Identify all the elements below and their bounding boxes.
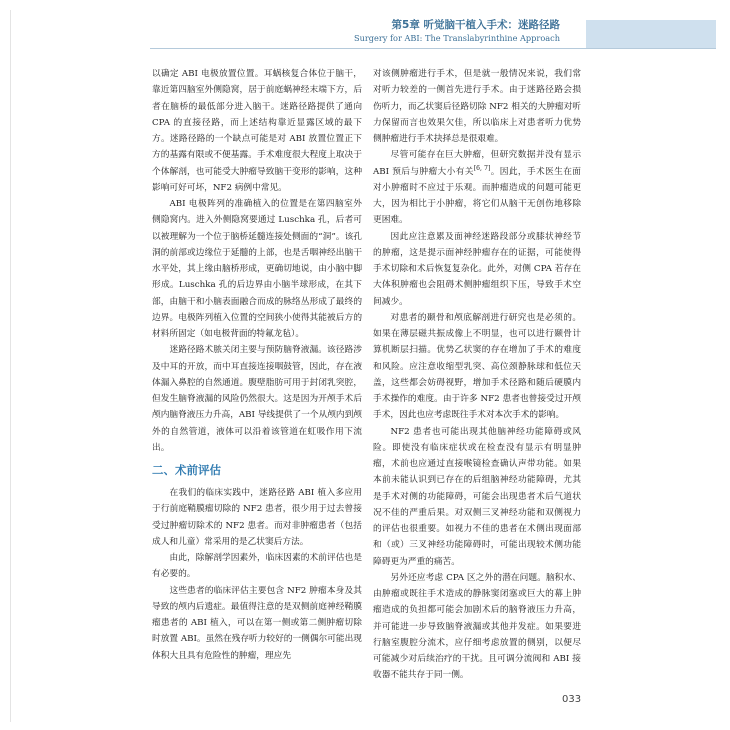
paragraph: 对患者的颞骨和颅底解剖进行研究也是必须的。如果在薄层磁共振成像上不明显，也可以进行颞骨计算机断层扫描。优势乙状窦的存在增加了手术的难度和风险。应注意收缩型乳突、高位颈静脉球和低位天盖，这些都会妨碍视野，增加手术径路和随后硬膜内手术操作的难度。由于许多 NF2 患者也曾接受过开颅手术，因此也应考虑既往手术对本次手术的影响。 [373,312,581,421]
paragraph: 在我们的临床实践中，迷路径路 ABI 植入多应用于行前庭鞘膜瘤切除的 NF2 患者，很少用于过去曾接受过肿瘤切除术的 NF2 患者。而对非肿瘤患者（包括成人和儿童）常采用的是乙状窦后方法。 [152,488,362,547]
paragraph: 这些患者的临床评估主要包含 NF2 肿瘤本身及其导致的颅内后遗症。最值得注意的是双侧前庭神经鞘膜瘤患者的 ABI 植入，可以在第一侧或第二侧肿瘤切除时放置 ABI。虽然在残存听力较好的一侧偶尔可能出现体积大且具有危险性的肿瘤，理应先 [152,585,362,661]
left-column [152,66,362,664]
page-edge [10,10,715,722]
paragraph: ABI 电极阵列的准确植入的位置是在第四脑室外侧隐窝内。进入外侧隐窝要通过 Luschka 孔，后者可以被理解为一个位于脑桥延髓连接处侧面的“洞”。该孔洞的前部或边缘位于延髓的上部，也是舌咽神经出脑干水平处，其上缘由脑桥形成，更确切地说，由小脑中脚形成。Luschka 孔的后边界由小脑半球形成，在其下部，由脑干和小脑表面融合而成的脉络丛形成了最终的边界。电极阵列植入位置的空间狭小使得其能被后方的材料所固定（如电极背面的特氟龙毡）。 [152,199,362,339]
chapter-title: 第5章 听觉脑干植入手术：迷路径路 [391,19,560,31]
running-header [354,18,560,44]
paragraph [373,147,581,228]
paragraph: 以确定 ABI 电极放置位置。耳蜗核复合体位于脑干，靠近第四脑室外侧隐窝，居于前庭蜗神经末端下方，后者在脑桥的最低部分进入脑干。迷路径路提供了通向 CPA 的直接径路，而上述结构靠近显露区域的最下方。迷路径路的一个缺点可能是对 ABI 放置位置正下方的基露有限或不便基露。手术难度很大程度上取决于个体解剖，也可能受大肿瘤导致脑干变形的影响，这种影响可好可坏，NF2 病例中常见。 [152,69,362,193]
paragraph: NF2 患者也可能出现其他脑神经功能障碍或风险。即使没有临床症状或在检查没有显示有明显肿瘤，术前也应通过直接喉镜检查确认声带功能。如果本前未能认识到已存在的后组脑神经功能障碍，尤其是手术对侧的功能障碍，可能会出现患者术后气道状况不佳的严重后果。对双侧三叉神经功能和双侧视力的评估也很重要。如视力不佳的患者在术侧出现面部和（或）三叉神经功能障碍时，可能出现较术侧功能障碍更为严重的痛苦。 [373,426,581,567]
paragraph-text: 尽管可能存在巨大肿瘤，但研究数据并没有显示 ABI 预后与肿瘤大小有关 [373,150,581,177]
citation-ref: [6, 7] [473,164,491,172]
paragraph-text: 。因此，手术医生在面对小肿瘤时不应过于乐观。而肿瘤造成的问题可能更大，因为相比于小肿瘤，将它们从脑干无创伤地移除更困难。 [373,166,581,226]
section-heading: 二、术前评估 [152,463,221,477]
paragraph: 由此，除解剖学因素外，临床因素的术前评估也是有必要的。 [152,553,362,580]
page-number: 033 [562,694,582,705]
header-band [586,20,716,48]
paragraph: 对该侧肿瘤进行手术，但是就一般情况来说，我们常对听力较差的一侧首先进行手术。由于迷路径路会损伤听力，而乙状窦后径路切除 NF2 相关的大肿瘤对听力保留而言也效果欠佳，所以临床上对患者听力优势侧肿瘤进行手术抉择总是很艰难。 [373,69,581,144]
right-column [373,66,581,684]
paragraph: 因此应注意累及面神经迷路段部分或膝状神经节的肿瘤，这是提示面神经肿瘤存在的证据，可能使得手术切除和术后恢复复杂化。此外，对侧 CPA 若存在大体积肿瘤也会阻碍术侧肿瘤组织下压，导致手术空间减少。 [373,231,581,307]
header-rule [150,48,716,49]
paragraph: 另外还应考虑 CPA 区之外的潜在问题。脑积水、由肿瘤或既往手术造成的静脉窦闭塞或巨大的幕上肿瘤造成的负担都可能会加剧术后的脑脊液压力升高，并可能进一步导致脑脊液漏或其他并发症。如果要进行脑室腹腔分流术，应仔细考虑放置的侧别，以便尽可能减少对后续治疗的干扰。且可调分流阀和 ABI 接收器不能共存于同一侧。 [373,572,581,681]
paragraph: 迷路径路术脓关闭主要与预防脑脊液漏。该径路涉及中耳的开放，而中耳直接连接咽鼓管，因此，存在液体漏入鼻腔的自然通道。腹壁脂肪可用于封闭乳突腔，但发生脑脊液漏的风险仍然很大。这是因为开颅手术后颅内脑脊液压力升高，ABI 导线提供了一个从颅内到颅外的自然管道，液体可以沿着该管道在虹吸作用下流出。 [152,345,362,453]
chapter-subtitle: Surgery for ABI: The Translabyrinthine Approach [354,33,560,43]
